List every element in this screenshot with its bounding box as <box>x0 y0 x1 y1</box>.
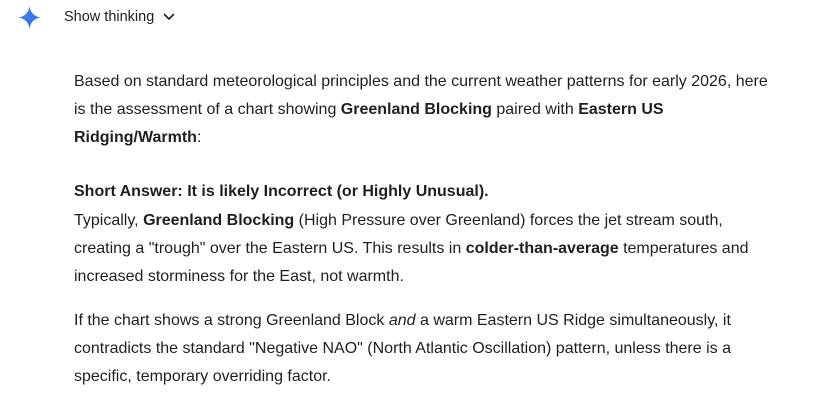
explanation-bold-2: colder-than-average <box>465 240 619 257</box>
gemini-spark-icon <box>17 5 42 30</box>
show-thinking-label: Show thinking <box>64 9 155 25</box>
contradiction-text-2: a warm Eastern US Ridge simultaneously, it contradicts the standard "Negative NAO" (North Atlantic Oscillation) pattern, unless there is a specific, temporary overriding factor. <box>74 312 731 385</box>
contradiction-italic: and <box>388 312 416 329</box>
explanation-text-3: temperatures and increased storminess for the East, not warmth. <box>74 240 749 285</box>
explanation-text-1: Typically, <box>74 212 144 229</box>
contradiction-text-1: If the chart shows a strong Greenland Block <box>74 312 389 329</box>
short-answer-heading <box>74 178 774 206</box>
intro-text-3: : <box>196 129 202 146</box>
explanation-text-2: (High Pressure over Greenland) forces the jet stream south, creating a "trough" over the Eastern US. This results in <box>74 212 723 257</box>
intro-text-2: paired with <box>491 101 579 118</box>
explanation-paragraph <box>74 207 774 291</box>
explanation-bold-1: Greenland Blocking <box>143 212 295 229</box>
response-header <box>0 0 824 36</box>
chevron-down-icon <box>163 11 175 23</box>
contradiction-paragraph <box>74 307 774 391</box>
intro-text-1: Based on standard meteorological principles and the current weather patterns for early 2026, here is the assessment of a chart showing <box>74 73 768 118</box>
show-thinking-toggle[interactable] <box>64 6 175 28</box>
short-answer-text: Short Answer: It is likely Incorrect (or Highly Unusual). <box>74 183 489 200</box>
intro-bold-1: Greenland Blocking <box>340 101 492 118</box>
intro-bold-2: Eastern US Ridging/Warmth <box>74 101 664 146</box>
intro-paragraph <box>74 68 774 152</box>
response-body <box>74 68 774 391</box>
